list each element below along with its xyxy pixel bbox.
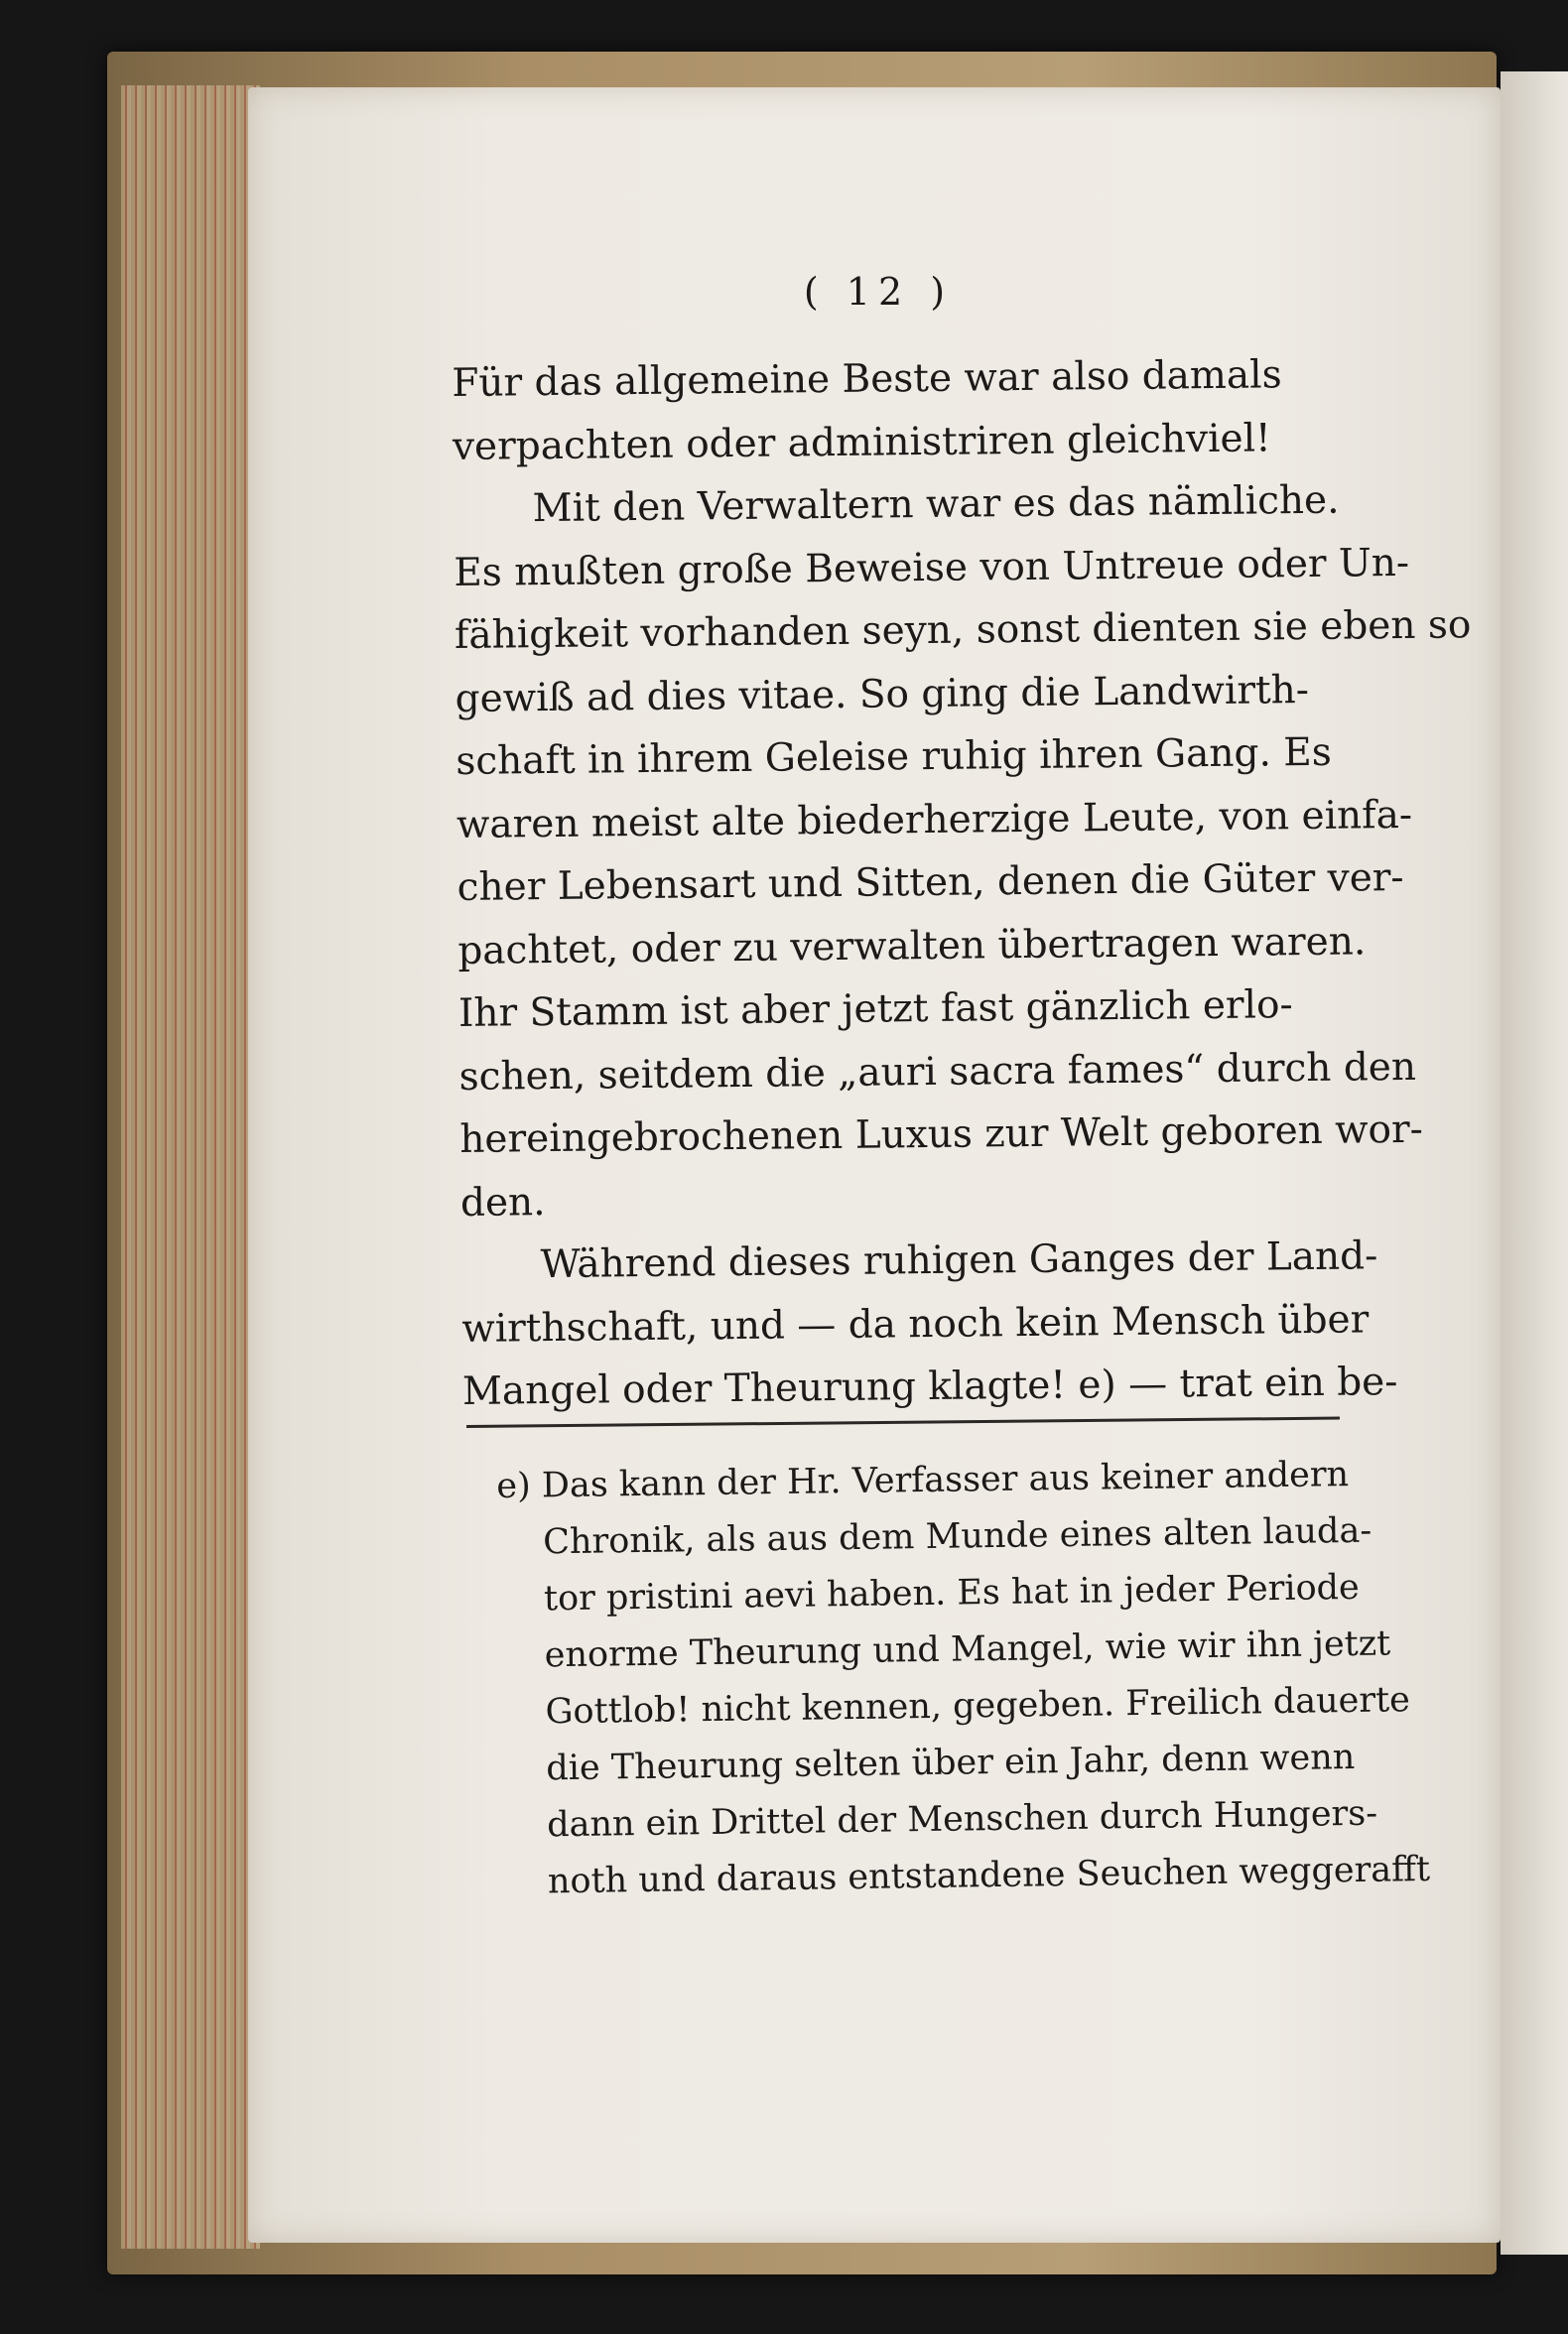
footnote bbox=[496, 1447, 1431, 1911]
text-line: schen, seitdem die „auri sacra fames“ durch den bbox=[458, 1044, 1417, 1100]
text-line: waren meist alte biederherzige Leute, von einfa- bbox=[456, 792, 1413, 847]
page-edges bbox=[121, 85, 260, 2249]
footnote-line: Chronik, als aus dem Munde eines alten lauda- bbox=[542, 1510, 1372, 1563]
footnote-line: tor pristini aevi haben. Es hat in jeder Periode bbox=[543, 1567, 1361, 1620]
text-line: verpachten oder administriren gleichviel! bbox=[452, 415, 1271, 469]
text-line: Während dieses ruhigen Ganges der Land- bbox=[540, 1233, 1378, 1288]
text-line: gewiß ad dies vitae. So ging die Landwirth- bbox=[455, 667, 1310, 721]
text-line: hereingebrochenen Luxus zur Welt geboren wor- bbox=[459, 1106, 1424, 1162]
footnote-line: e) Das kann der Hr. Verfasser aus keiner andern bbox=[496, 1455, 1350, 1506]
text-line: Ihr Stamm ist aber jetzt fast gänzlich erlo- bbox=[457, 982, 1293, 1036]
page-number: ( 12 ) bbox=[803, 270, 954, 314]
footnote-line: enorme Theurung und Mangel, wie wir ihn jetzt bbox=[544, 1623, 1391, 1676]
main-text bbox=[452, 343, 1472, 1424]
text-line: pachtet, oder zu verwalten übertragen waren. bbox=[457, 918, 1367, 973]
text-line: Mangel oder Theurung klagte! e) — trat ein be- bbox=[461, 1360, 1398, 1414]
footnote-line: noth und daraus entstandene Seuchen weggerafft bbox=[547, 1849, 1431, 1902]
text-line: Es mußten große Beweise von Untreue oder Un- bbox=[454, 540, 1410, 595]
footnote-line: Gottlob! nicht kennen, gegeben. Freilich dauerte bbox=[545, 1680, 1411, 1733]
text-line: fähigkeit vorhanden seyn, sonst dienten sie eben so bbox=[454, 602, 1472, 658]
footnote-line: dann ein Drittel der Menschen durch Hungers- bbox=[546, 1793, 1378, 1846]
text-line: schaft in ihrem Geleise ruhig ihren Gang. Es bbox=[456, 729, 1332, 784]
text-line: Für das allgemeine Beste war also damals bbox=[452, 352, 1282, 406]
footnote-line: die Theurung selten über ein Jahr, denn wenn bbox=[546, 1737, 1356, 1789]
text-line: den. bbox=[459, 1179, 546, 1226]
facing-page-edge bbox=[1501, 71, 1568, 2255]
text-line: cher Lebensart und Sitten, denen die Güter ver- bbox=[457, 854, 1404, 910]
text-line: Mit den Verwaltern war es das nämliche. bbox=[532, 477, 1340, 532]
text-line: wirthschaft, und — da noch kein Mensch über bbox=[461, 1296, 1370, 1352]
